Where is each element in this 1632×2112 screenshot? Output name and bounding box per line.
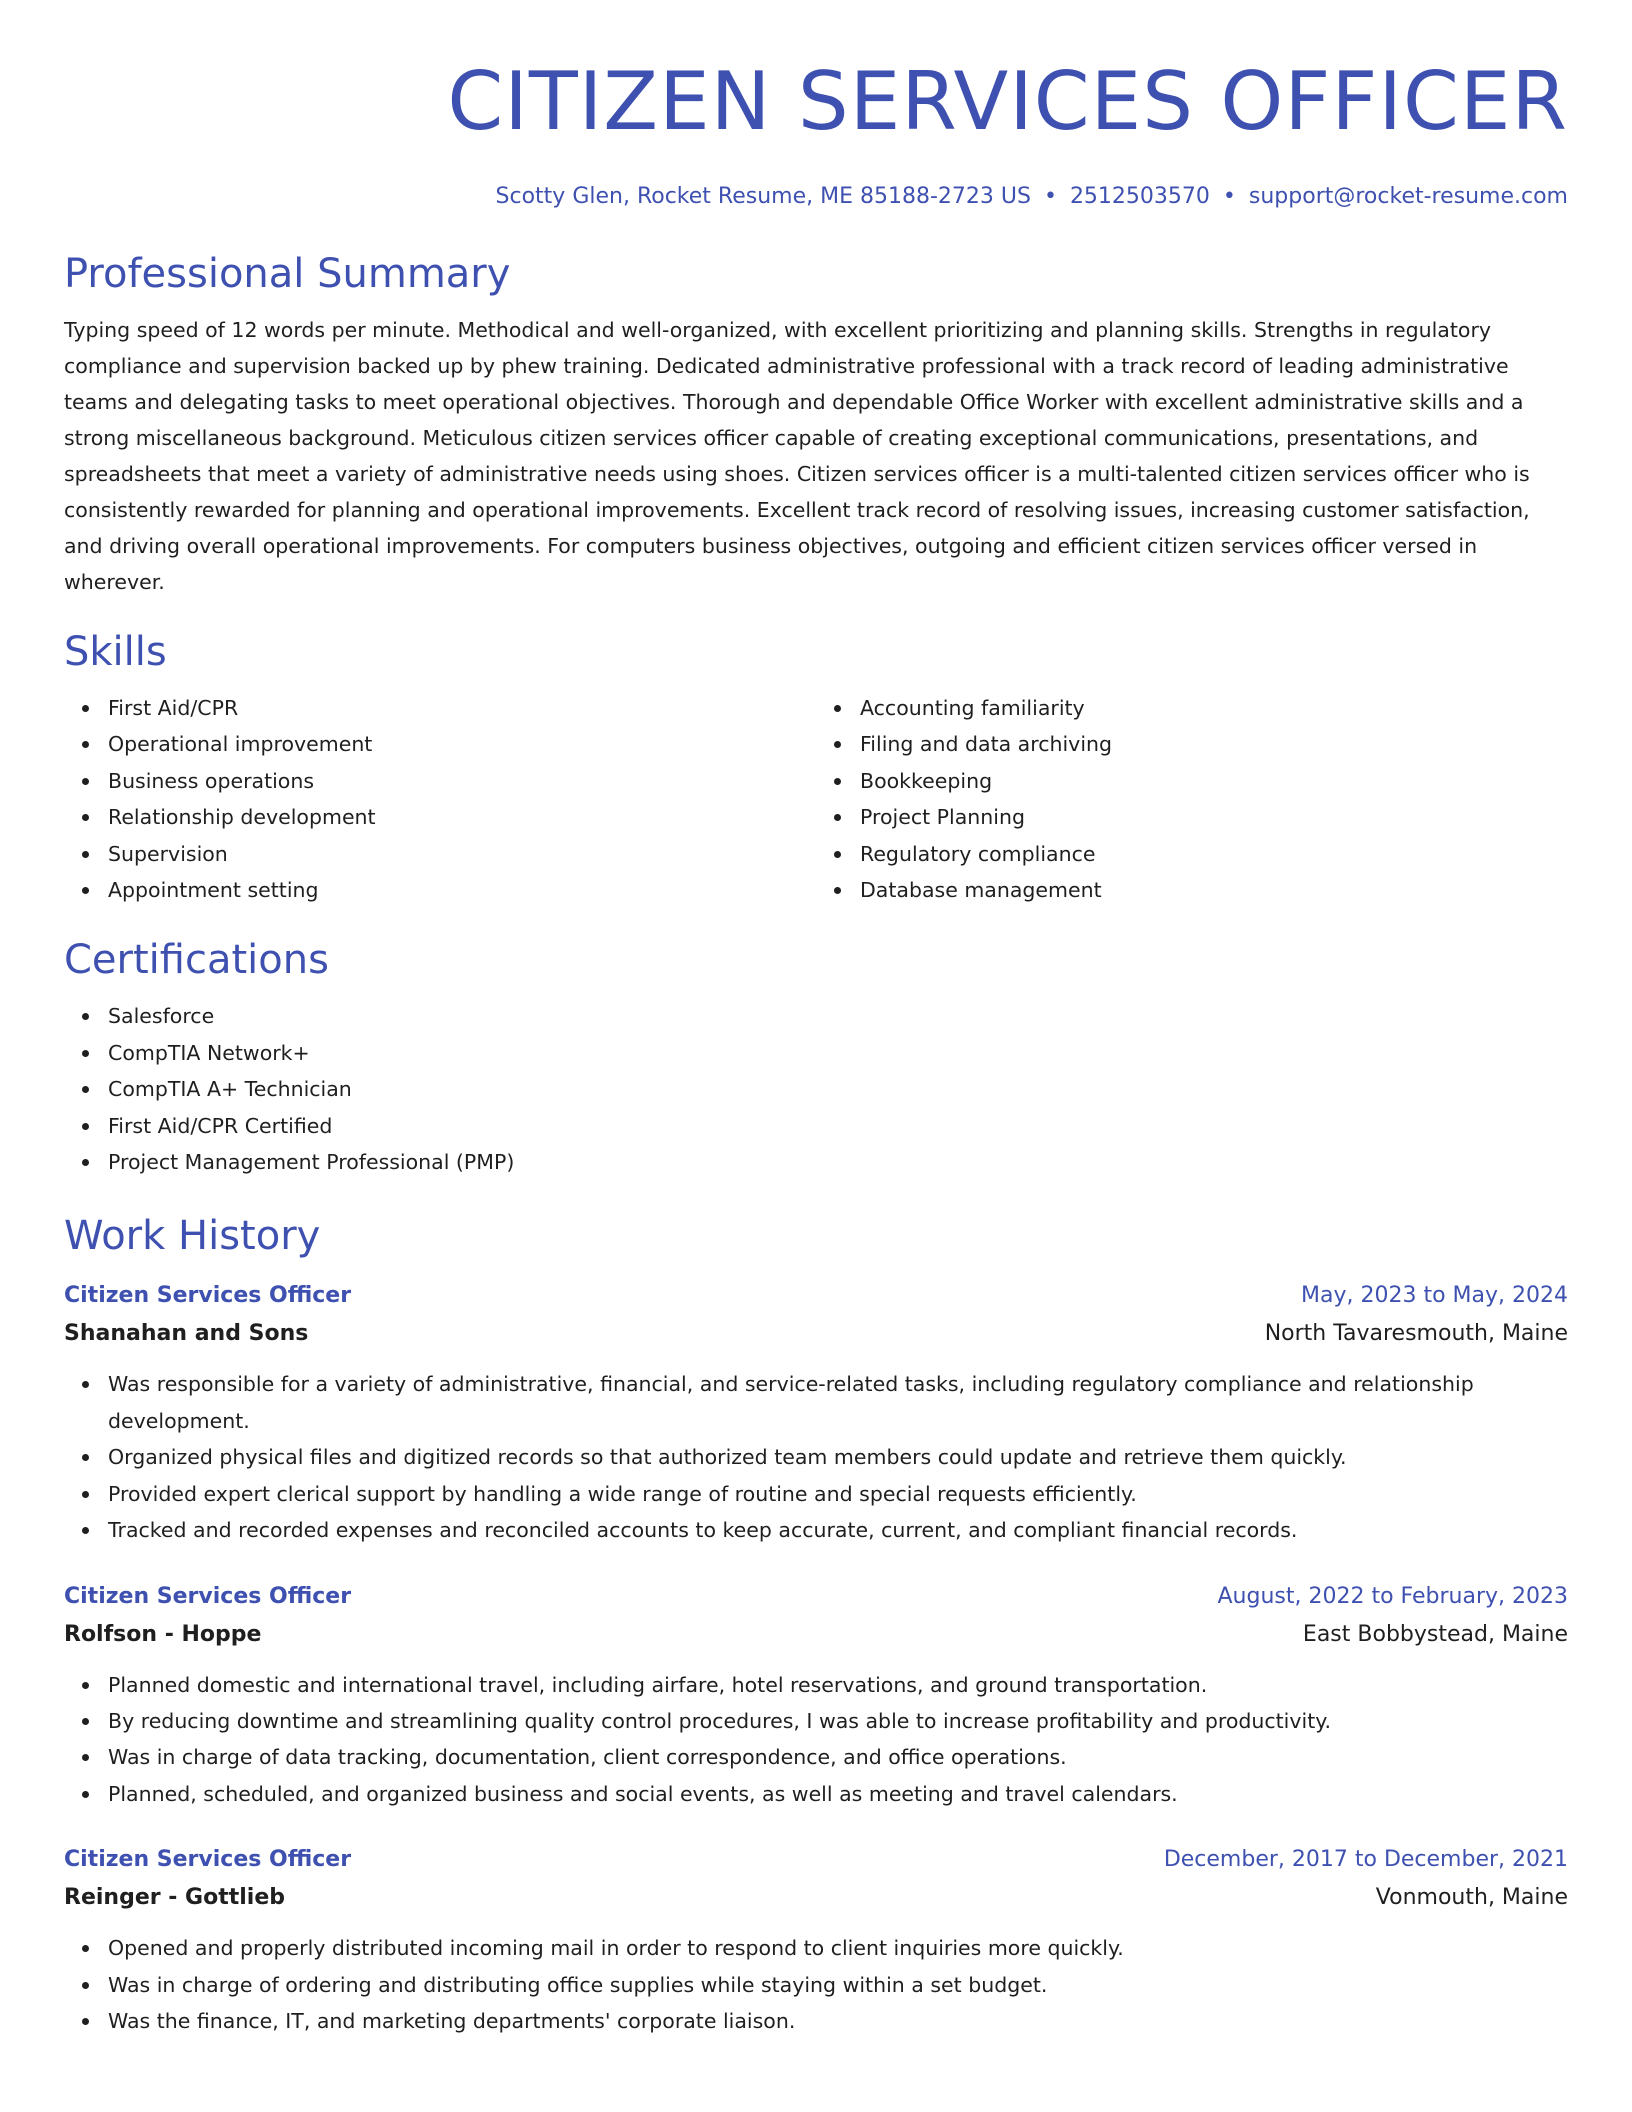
job-duties [64,1930,1568,2039]
skill-item: Filing and data archiving [860,726,1568,762]
contact-email[interactable]: support@rocket-resume.com [1248,184,1568,209]
skill-item: Appointment setting [108,872,816,908]
job-title-row [64,1842,1568,1878]
skills-list [64,690,1568,908]
job-location: East Bobbystead, Maine [1302,1621,1568,1647]
certifications-list [64,998,1568,1180]
job-location: Vonmouth, Maine [1375,1885,1568,1911]
job-location: North Tavaresmouth, Maine [1264,1321,1568,1347]
job-duty: Provided expert clerical support by handling a wide range of routine and special requests efficiently. [108,1476,1568,1512]
job-duty: By reducing downtime and streamlining quality control procedures, I was able to increase profitability and productivity. [108,1703,1568,1739]
job-duties [64,1667,1568,1813]
job-title-row [64,1579,1568,1615]
contact-line [64,182,1568,212]
skills-column-left [64,690,816,908]
job-title-row [64,1278,1568,1314]
certification-item: Salesforce [108,998,1568,1034]
resume-page [64,54,1568,2039]
job-entry [64,1278,1568,1548]
job-duties [64,1366,1568,1548]
certification-item: CompTIA Network+ [108,1035,1568,1071]
job-company-row [64,1615,1568,1655]
job-title: Citizen Services Officer [64,1283,352,1309]
summary-text: Typing speed of 12 words per minute. Methodical and well-organized, with excellent prioritizing and planning skills. Strengths in regulatory compliance and supervision backed up by phew training. Dedicated administrative professional with a track record of leading administrative teams and delegating tasks to meet operational objectives. Thorough and dependable Office Worker with excellent administrative skills and a strong miscellaneous background. Meticulous citizen services officer capable of creating exceptional communications, presentations, and spreadsheets that meet a variety of administrative needs using shoes. Citizen services officer is a multi-talented citizen services officer who is consistently rewarded for planning and operational improvements. Excellent track record of resolving issues, increasing customer satisfaction, and driving overall operational improvements. For computers business objectives, outgoing and efficient citizen services officer versed in wherever. [64,318,1530,594]
job-entry [64,1842,1568,2039]
job-duty: Planned, scheduled, and organized business and social events, as well as meeting and travel calendars. [108,1776,1568,1812]
job-company-row [64,1878,1568,1918]
contact-address: Scotty Glen, Rocket Resume, ME 85188-2723 US [495,184,1031,209]
skill-item: Supervision [108,836,816,872]
resume-name: CITIZEN SERVICES OFFICER [447,55,1568,148]
job-duty: Was responsible for a variety of administrative, financial, and service-related tasks, including regulatory compliance and relationship development. [108,1366,1568,1439]
job-dates: August, 2022 to February, 2023 [1217,1583,1568,1609]
job-title: Citizen Services Officer [64,1583,352,1609]
job-duty: Tracked and recorded expenses and reconciled accounts to keep accurate, current, and compliant financial records. [108,1512,1568,1548]
skill-item: Bookkeeping [860,763,1568,799]
job-title: Citizen Services Officer [64,1847,352,1873]
skill-item: Regulatory compliance [860,836,1568,872]
skills-column-right [816,690,1568,908]
job-company: Shanahan and Sons [64,1321,309,1347]
skills-heading: Skills [64,629,167,675]
job-company-row [64,1314,1568,1354]
summary-heading: Professional Summary [64,251,511,297]
job-duty: Was in charge of data tracking, documentation, client correspondence, and office operations. [108,1739,1568,1775]
skill-item: Relationship development [108,799,816,835]
certification-item: First Aid/CPR Certified [108,1108,1568,1144]
certification-item: Project Management Professional (PMP) [108,1144,1568,1180]
work-history-heading: Work History [64,1213,321,1260]
contact-phone[interactable]: 2512503570 [1069,184,1210,209]
skill-item: Accounting familiarity [860,690,1568,726]
job-dates: December, 2017 to December, 2021 [1163,1847,1568,1873]
contact-separator: • [1222,184,1236,209]
skill-item: Database management [860,872,1568,908]
skill-item: Operational improvement [108,726,816,762]
certification-item: CompTIA A+ Technician [108,1071,1568,1107]
contact-separator: • [1043,184,1057,209]
job-dates: May, 2023 to May, 2024 [1301,1283,1568,1309]
job-company: Rolfson - Hoppe [64,1621,262,1647]
job-duty: Planned domestic and international travel, including airfare, hotel reservations, and ground transportation. [108,1667,1568,1703]
skill-item: Project Planning [860,799,1568,835]
certifications-heading: Certifications [64,937,329,984]
job-duty: Organized physical files and digitized records so that authorized team members could update and retrieve them quickly. [108,1439,1568,1475]
skill-item: First Aid/CPR [108,690,816,726]
job-entry [64,1579,1568,1813]
job-duty: Was in charge of ordering and distributing office supplies while staying within a set budget. [108,1967,1568,2003]
job-company: Reinger - Gottlieb [64,1885,285,1911]
job-duty: Was the finance, IT, and marketing departments' corporate liaison. [108,2003,1568,2039]
job-duty: Opened and properly distributed incoming mail in order to respond to client inquiries more quickly. [108,1930,1568,1966]
skill-item: Business operations [108,763,816,799]
